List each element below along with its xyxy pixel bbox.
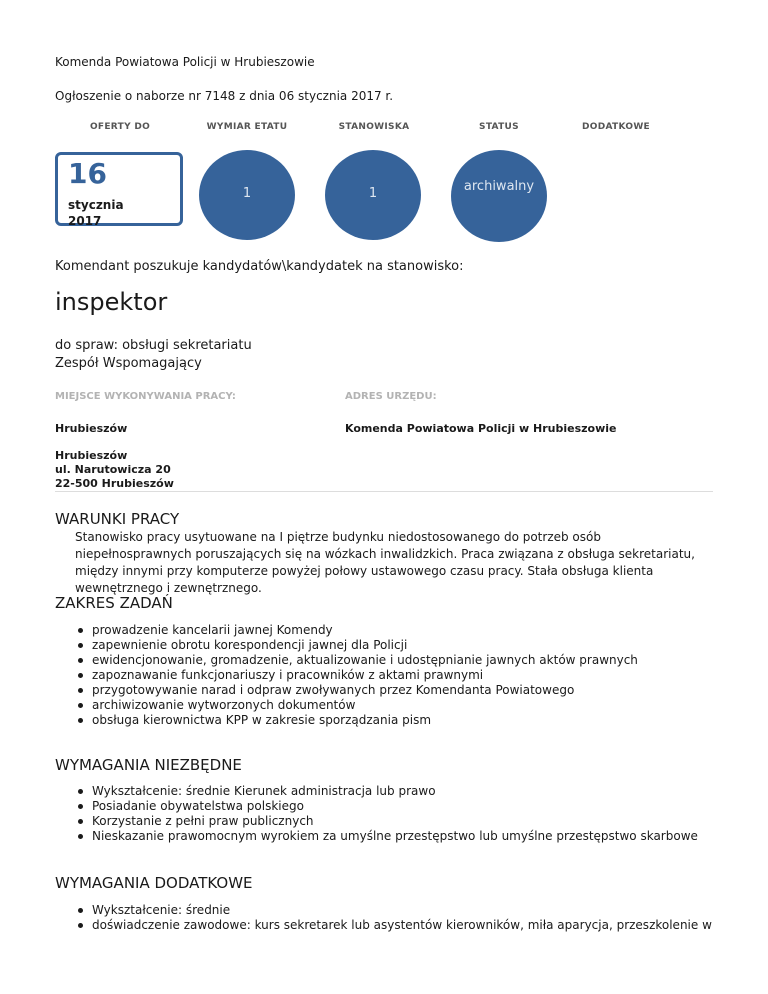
job-title: inspektor [55, 288, 168, 316]
status-circle [451, 150, 547, 242]
office-address-label: ADRES URZĘDU: [345, 391, 437, 402]
additional-heading: WYMAGANIA DODATKOWE [55, 874, 253, 892]
office-address-block [55, 449, 174, 491]
list-item: Nieskazanie prawomocnym wyrokiem za umyślne przestępstwo lub umyślne przestępstwo skarbowe [75, 829, 698, 844]
deadline-month: stycznia [68, 198, 124, 212]
list-item: zapoznawanie funkcjonariuszy i pracowników z aktami prawnymi [75, 668, 638, 683]
header-additional: DODATKOWE [582, 122, 650, 132]
required-list [75, 784, 698, 844]
header-positions: STANOWISKA [338, 122, 410, 132]
office-address-value: Komenda Powiatowa Policji w Hrubieszowie [345, 422, 617, 435]
required-heading: WYMAGANIA NIEZBĘDNE [55, 756, 242, 774]
workplace-label: MIEJSCE WYKONYWANIA PRACY: [55, 391, 236, 402]
conditions-text: Stanowisko pracy usytuowane na I piętrze budynku niedostosowanego do potrzeb osób niepełnosprawnych poruszających się na wózkach inwalidzkich. Praca związana z obsługa sekretariatu, między innymi przy komputerze powyżej połowy ustawowego czasu pracy. Stała obsługa klienta wewnętrznego i zewnętrznego. [75, 530, 695, 595]
intro-text: Komendant poszukuje kandydatów\kandydatek na stanowisko: [55, 259, 464, 274]
list-item: doświadczenie zawodowe: kurs sekretarek lub asystentów kierowników, miła aparycja, przeszkolenie w [75, 918, 712, 933]
status-value: archiwalny [463, 179, 535, 194]
list-item: zapewnienie obrotu korespondencji jawnej dla Policji [75, 638, 638, 653]
job-team: Zespół Wspomagający [55, 356, 202, 371]
announcement-title: Ogłoszenie o naborze nr 7148 z dnia 06 stycznia 2017 r. [55, 89, 394, 103]
header-deadline: OFERTY DO [89, 122, 151, 132]
duties-list [75, 623, 638, 728]
list-item: Wykształcenie: średnie [75, 903, 712, 918]
etat-value: 1 [242, 186, 252, 201]
workplace-value: Hrubieszów [55, 422, 128, 435]
list-item: Wykształcenie: średnie Kierunek administracja lub prawo [75, 784, 698, 799]
additional-list [75, 903, 712, 933]
organization-name: Komenda Powiatowa Policji w Hrubieszowie [55, 55, 315, 69]
section-divider [55, 491, 713, 492]
job-field: do spraw: obsługi sekretariatu [55, 338, 252, 353]
list-item: prowadzenie kancelarii jawnej Komendy [75, 623, 638, 638]
deadline-year: 2017 [68, 214, 102, 228]
list-item: ewidencjonowanie, gromadzenie, aktualizowanie i udostępnianie jawnych aktów prawnych [75, 653, 638, 668]
deadline-day: 16 [68, 157, 107, 190]
header-etat: WYMIAR ETATU [206, 122, 288, 132]
deadline-month-year [68, 197, 124, 229]
address-line-1: Hrubieszów [55, 449, 128, 462]
list-item: Korzystanie z pełni praw publicznych [75, 814, 698, 829]
header-status: STATUS [479, 122, 519, 132]
list-item: archiwizowanie wytworzonych dokumentów [75, 698, 638, 713]
positions-value: 1 [368, 186, 378, 201]
list-item: przygotowywanie narad i odpraw zwoływanych przez Komendanta Powiatowego [75, 683, 638, 698]
list-item: Posiadanie obywatelstwa polskiego [75, 799, 698, 814]
conditions-heading: WARUNKI PRACY [55, 510, 180, 528]
address-line-2: ul. Narutowicza 20 [55, 463, 171, 476]
deadline-date-box [55, 152, 183, 226]
positions-circle [325, 150, 421, 240]
etat-circle [199, 150, 295, 240]
list-item: obsługa kierownictwa KPP w zakresie sporządzania pism [75, 713, 638, 728]
address-line-3: 22-500 Hrubieszów [55, 477, 174, 490]
duties-heading: ZAKRES ZADAŃ [55, 594, 173, 612]
